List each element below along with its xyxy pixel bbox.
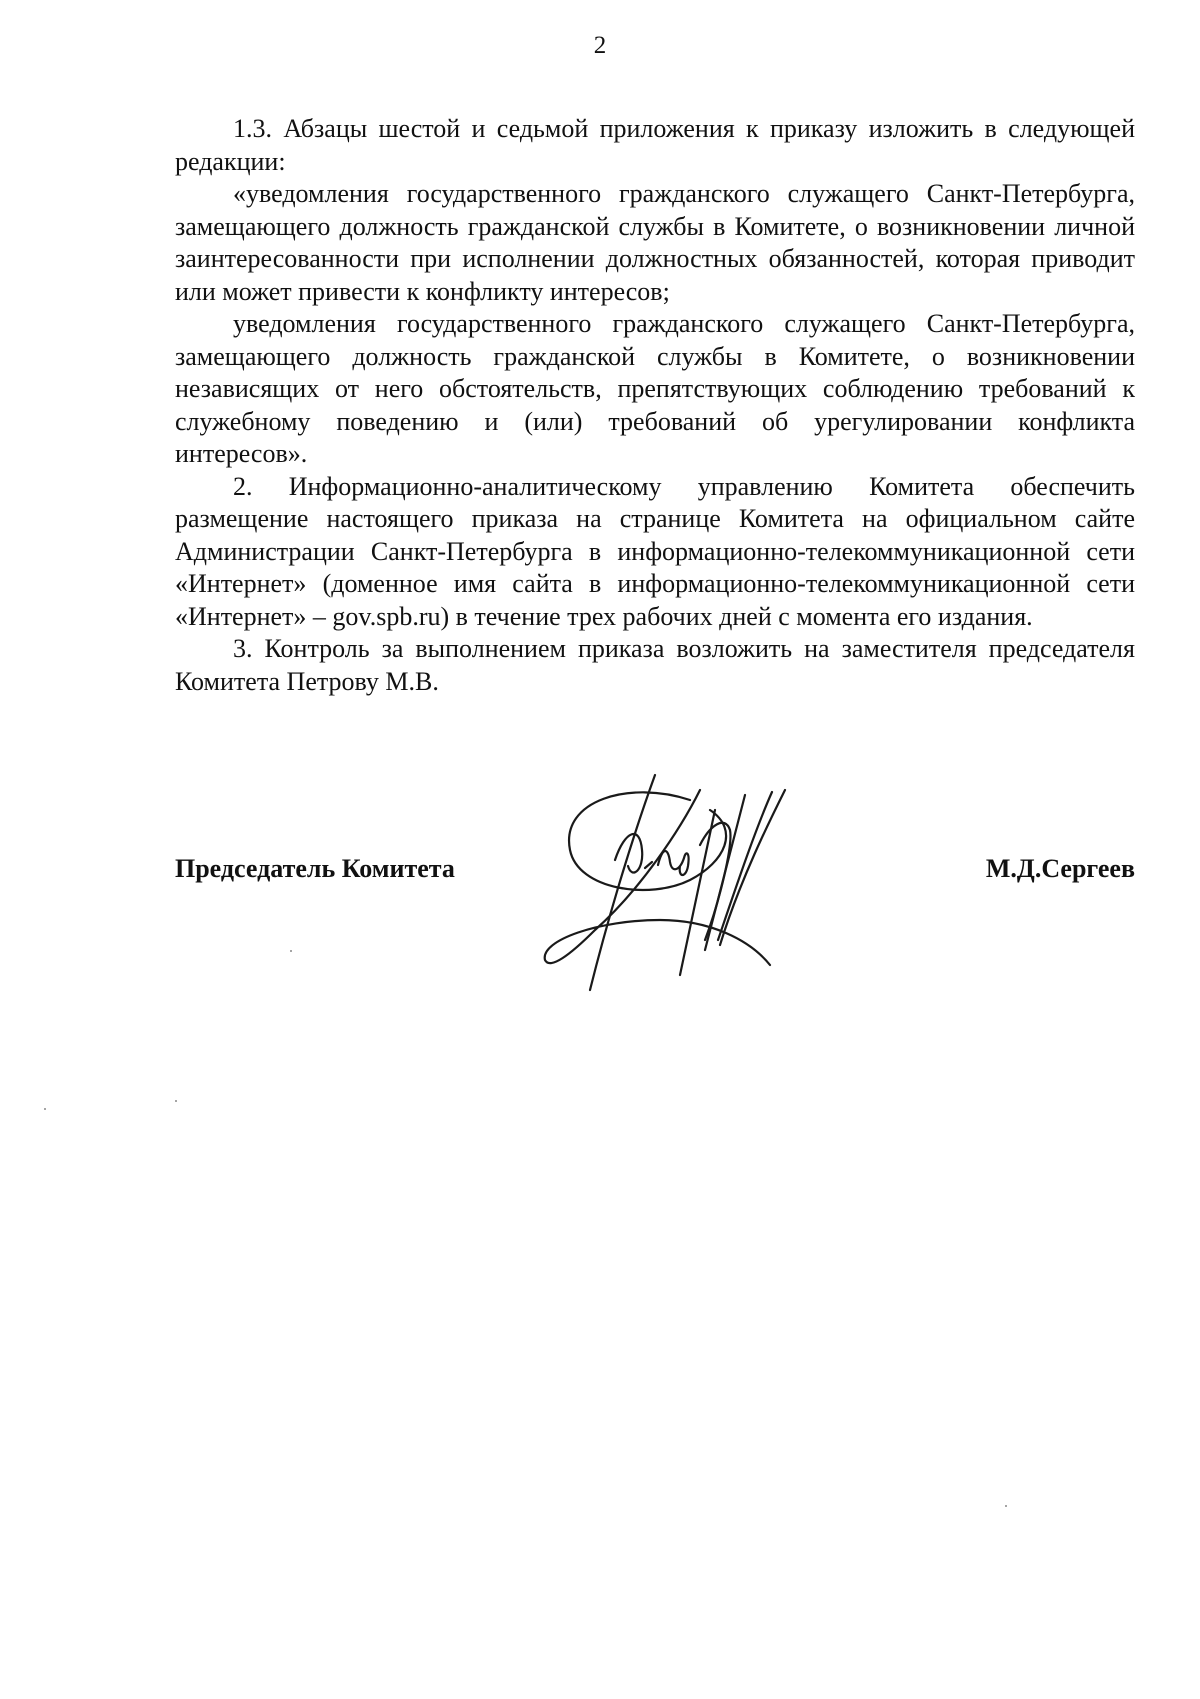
signer-title: Председатель Комитета (175, 854, 455, 883)
signer-name: М.Д.Сергеев (985, 854, 1135, 883)
paragraph-1-3: 1.3. Абзацы шестой и седьмой приложения к приказу изложить в следующей редакции: (175, 114, 1135, 176)
paragraph-quoted-notice-1: «уведомления государственного гражданского служащего Санкт-Петербурга, замещающего должность гражданской службы в Комитете, о возникновении личной заинтересованности при исполнении должностных обязанностей, которая приводит или может привести к конфликту интересов; (175, 179, 1135, 306)
scan-speck (1005, 1505, 1007, 1507)
paragraph-quoted-notice-2: уведомления государственного гражданского служащего Санкт-Петербурга, замещающего должность гражданской службы в Комитете, о возникновении независящих от него обстоятельств, препятствующих соблюдению требований к служебному поведению и (или) требований об урегулировании конфликта интересов». (175, 309, 1135, 468)
paragraph-2: 2. Информационно-аналитическому управлению Комитета обеспечить размещение настоящего приказа на странице Комитета на официальном сайте Администрации Санкт-Петербурга в информационно-телекоммуникационной сети «Интернет» (доменное имя сайта в информационно-телекоммуникационной сети «Интернет» – gov.spb.ru) в течение трех рабочих дней с момента его издания. (175, 471, 1135, 631)
scan-speck (175, 1100, 177, 1102)
paragraph-3: 3. Контроль за выполнением приказа возложить на заместителя председателя Комитета Петрову М.В. (175, 634, 1135, 696)
scan-speck (290, 950, 292, 952)
handwritten-signature (540, 770, 850, 995)
document-body (175, 113, 1135, 698)
scan-speck (44, 1108, 46, 1110)
page-number: 2 (593, 32, 607, 59)
